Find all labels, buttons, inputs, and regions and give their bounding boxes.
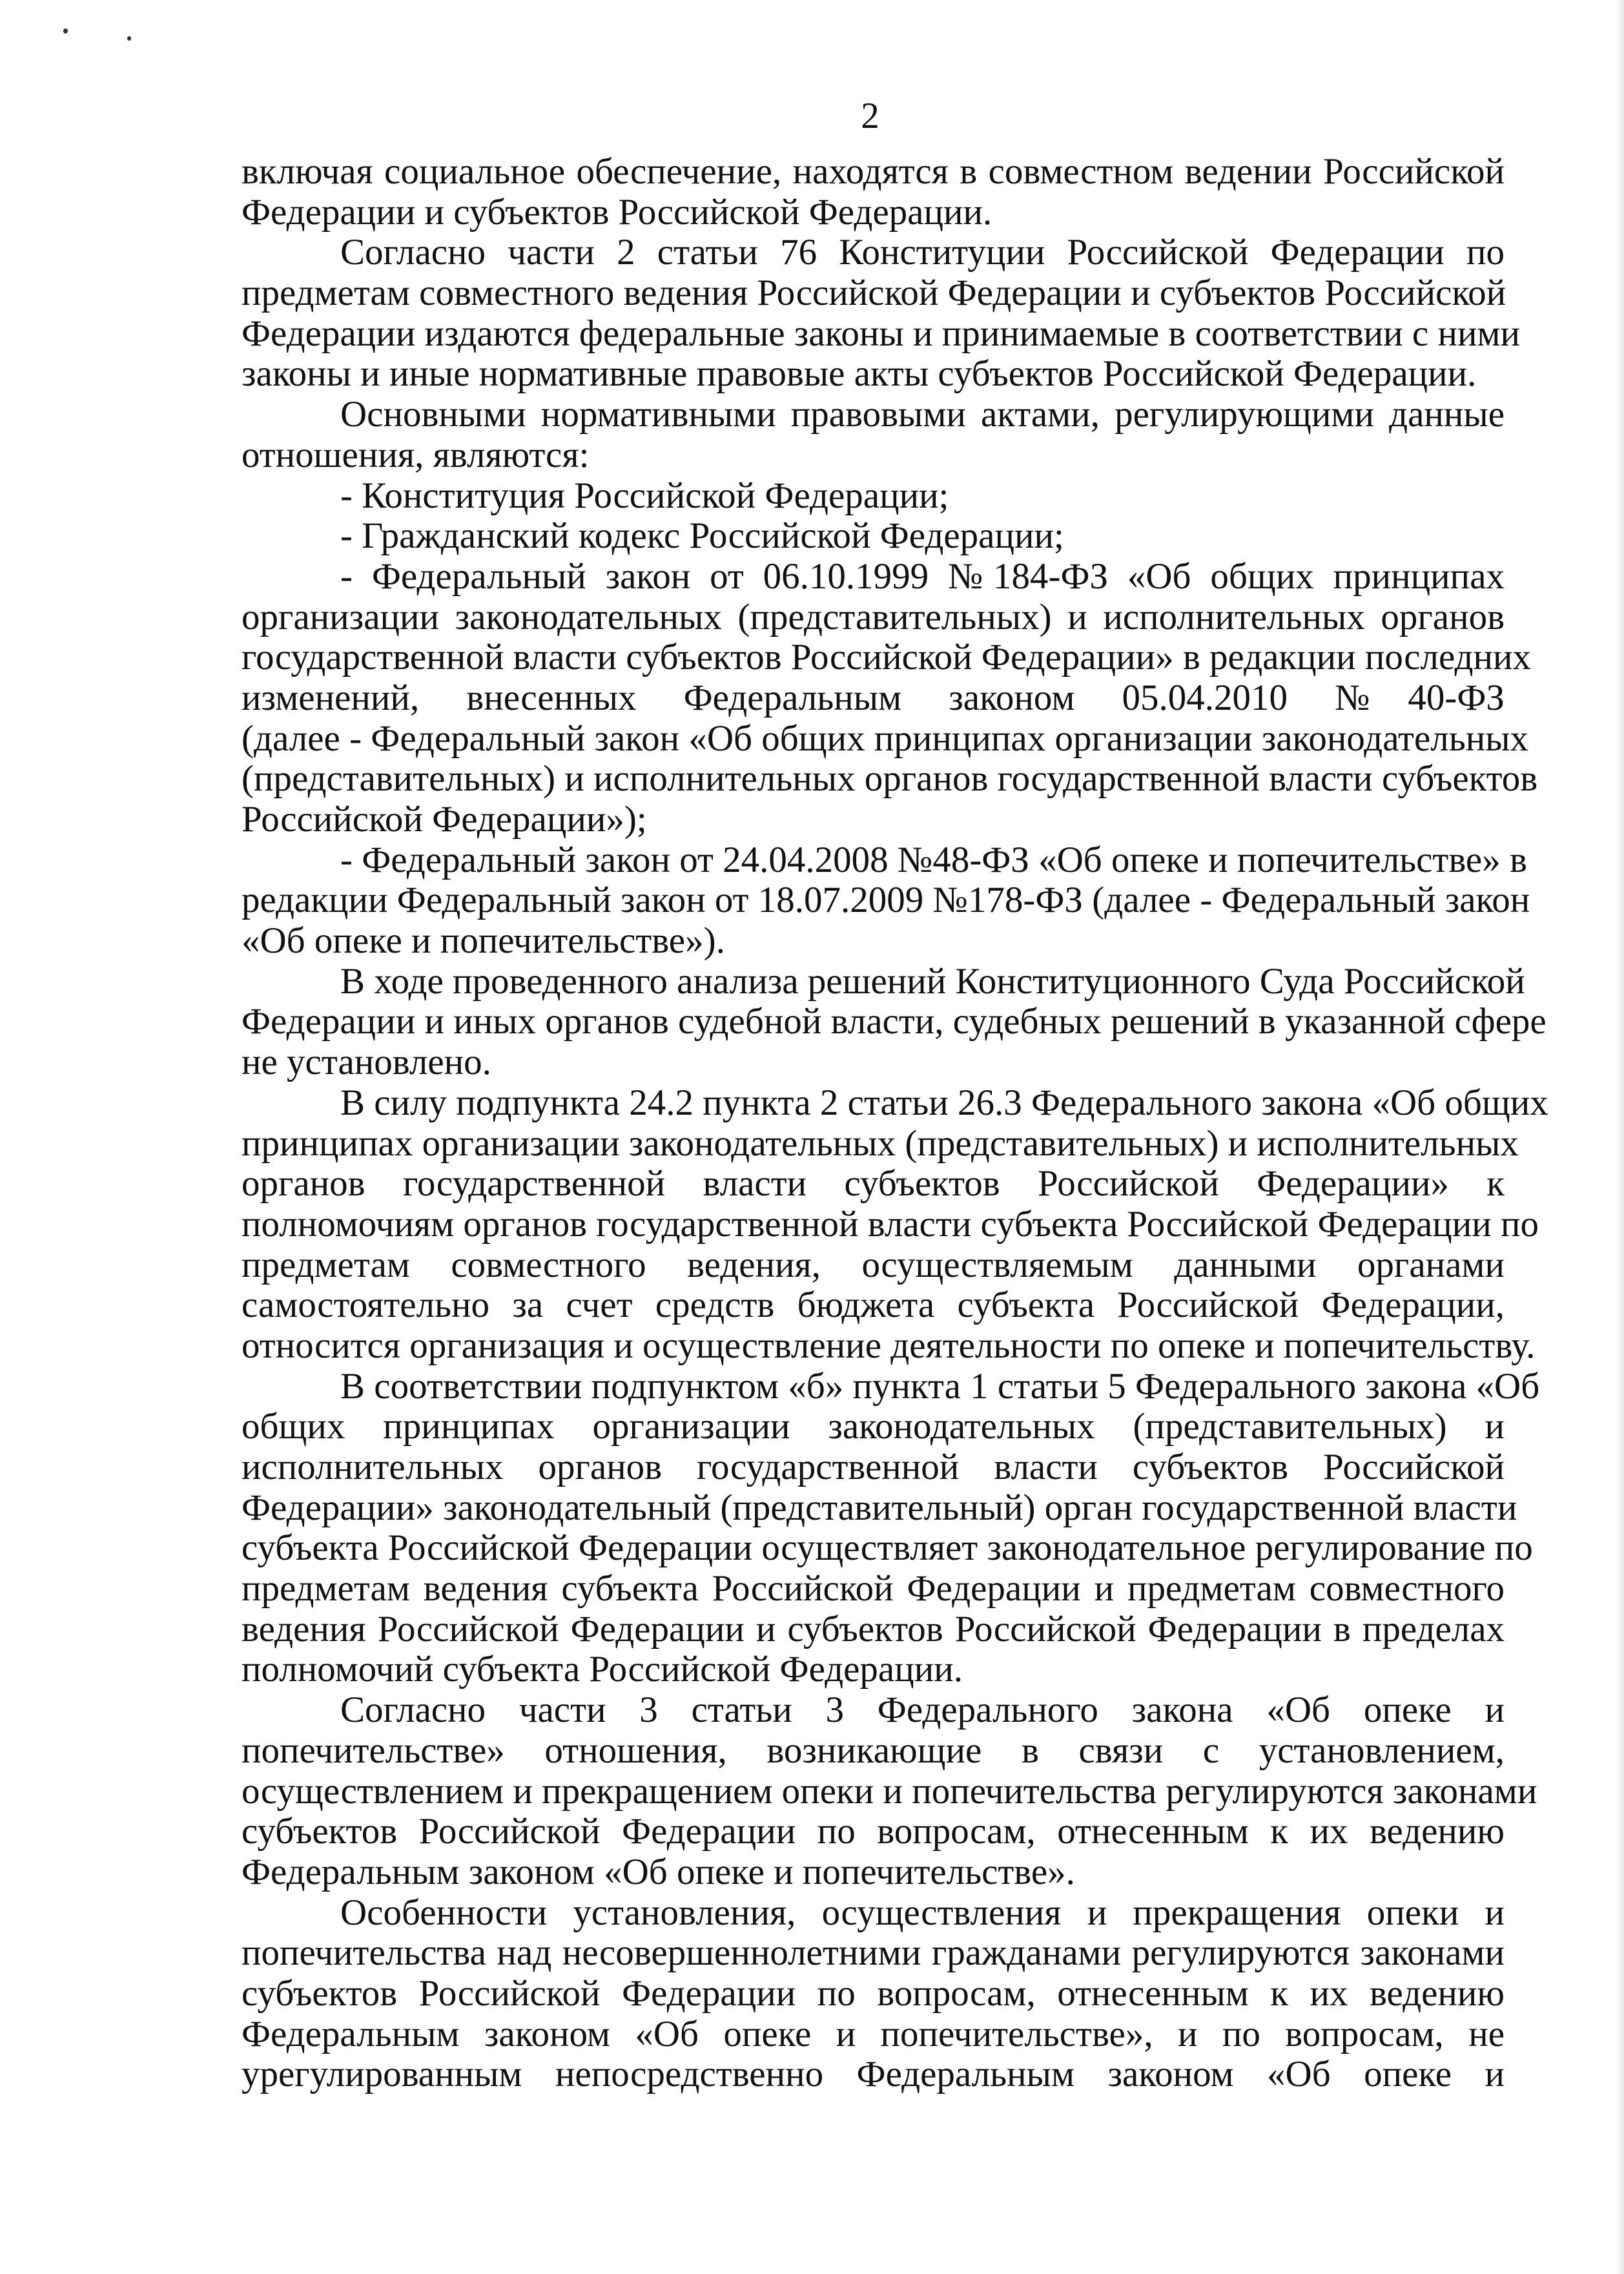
text-line: - Конституция Российской Федерации; [340,475,949,516]
text-line: субъектов Российской Федерации по вопросам, отнесенным к их ведению [242,1811,1505,1852]
text-line: исполнительных органов государственной власти субъектов Российской [242,1447,1505,1487]
paragraph [242,1893,1505,2095]
text-line: не установлено. [242,1042,491,1083]
text-line: - Федеральный закон от 24.04.2008 №48-ФЗ «Об опеке и попечительстве» в [340,839,1527,880]
paragraph [242,839,1530,962]
text-line: попечительства над несовершеннолетними гражданами регулируются законами [242,1932,1505,1974]
text-line: Особенности установления, осуществления и прекращения опеки и [340,1892,1505,1933]
scan-speck [127,36,131,41]
text-line: субъекта Российской Федерации осуществляет законодательное регулирование по [242,1527,1533,1569]
text-line: осуществлением и прекращением опеки и попечительства регулируются законами [242,1770,1537,1812]
document-body [242,151,1548,2095]
text-line: принципах организации законодательных (представительных) и исполнительных [242,1122,1519,1164]
paragraph [242,395,1505,475]
text-line: государственной власти субъектов Российской Федерации» в редакции последних [242,637,1532,678]
text-line: - Федеральный закон от 06.10.1999 №184-ФЗ «Об общих принципах [340,555,1505,597]
text-line: общих принципах организации законодательных (представительных) и [242,1406,1505,1447]
scan-speck [63,28,68,34]
text-line: ведения Российской Федерации и субъектов Российской Федерации в пределах [242,1608,1505,1649]
text-line: Согласно части 3 статьи 3 Федерального закона «Об опеке и [340,1690,1505,1731]
text-line: редакции Федеральный закон от 18.07.2009 №178-ФЗ (далее - Федеральный закон [242,880,1530,921]
paragraph [242,476,1505,517]
text-line: Основными нормативными правовыми актами, регулирующими данные [340,394,1505,435]
text-line: В силу подпункта 24.2 пункта 2 статьи 26.3 Федерального закона «Об общих [340,1082,1548,1123]
text-line: Федерации» законодательный (представительный) орган государственной власти [242,1487,1517,1528]
text-line: предметам ведения субъекта Российской Федерации и предметам совместного [242,1568,1505,1609]
text-line: предметам совместного ведения Российской Федерации и субъектов Российской [242,273,1506,314]
paragraph [242,960,1547,1083]
text-line: (далее - Федеральный закон «Об общих принципах организации законодательных [242,718,1528,759]
paragraph [242,1365,1540,1691]
text-line: органов государственной власти субъектов Российской Федерации» к [242,1163,1505,1204]
text-line: Федерации и иных органов судебной власти, судебных решений в указанной сфере [242,1001,1547,1042]
text-line: полномочиям органов государственной власти субъекта Российской Федерации по [242,1203,1539,1245]
text-line: Федеральным законом «Об опеке и попечительстве». [242,1851,1075,1892]
paragraph [242,516,1505,557]
text-line: - Гражданский кодекс Российской Федерации; [340,515,1064,557]
text-line: «Об опеке и попечительстве»). [242,920,725,962]
paragraph [242,232,1521,395]
text-line: В соответствии подпунктом «б» пункта 1 статьи 5 Федерального закона «Об [340,1365,1540,1407]
text-line: (представительных) и исполнительных органов государственной власти субъектов [242,758,1538,800]
text-line: урегулированным непосредственно Федеральным законом «Об опеке и [242,2054,1505,2095]
page-number: 2 [861,96,879,136]
text-line: самостоятельно за счет средств бюджета субъекта Российской Федерации, [242,1285,1505,1326]
text-line: законы и иные нормативные правовые акты субъектов Российской Федерации. [242,353,1477,395]
scan-edge-shadow [1615,0,1624,2274]
paragraph [242,1082,1548,1367]
text-line: Российской Федерации»); [242,799,647,840]
text-line: включая социальное обеспечение, находятся в совместном ведении Российской [242,151,1505,192]
text-line: Согласно части 2 статьи 76 Конституции Российской Федерации по [340,232,1505,273]
text-line: полномочий субъекта Российской Федерации. [242,1649,963,1690]
paragraph [242,555,1538,840]
text-line: организации законодательных (представительных) и исполнительных органов [242,596,1505,637]
text-line: В ходе проведенного анализа решений Конституционного Суда Российской [340,960,1525,1002]
text-line: попечительстве» отношения, возникающие в связи с установлением, [242,1730,1505,1771]
text-line: изменений, внесенных Федеральным законом 05.04.2010 №40-ФЗ [242,677,1505,718]
text-line: Федеральным законом «Об опеке и попечительстве», и по вопросам, не [242,2013,1505,2054]
paragraph [242,152,1505,233]
paragraph [242,1690,1537,1892]
text-line: субъектов Российской Федерации по вопросам, отнесенным к их ведению [242,1972,1505,2014]
text-line: отношения, являются: [242,434,590,475]
text-line: Федерации издаются федеральные законы и принимаемые в соответствии с ними [242,313,1521,354]
text-line: относится организация и осуществление деятельности по опеке и попечительству. [242,1325,1536,1366]
text-line: Федерации и субъектов Российской Федерации. [242,191,992,233]
text-line: предметам совместного ведения, осуществляемым данными органами [242,1244,1505,1285]
